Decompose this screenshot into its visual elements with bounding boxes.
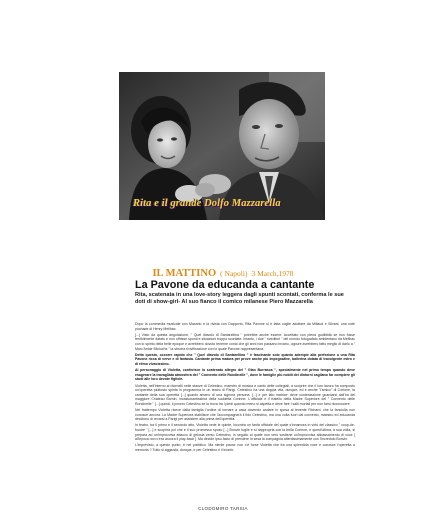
article-paragraph: Violetta, nell'interno ai ritornelli nelle stanze di Celestino, maestro di musica e canto delle collegiali, a scoprire che il loro lavoro ha composto un'operetta piuttosto spinta in programma in un teatro di Parigi. Celestino ha una doppia vita, dunque, ed è anche "l'amico" di Corinne, la cantante della sua operetta [...] quanto ameno di una signora persona. [...] e per lato matrice: deve contestazione guardarsi dall'ira del maggiore Chateau Bornin, incastonantissima della suddetta Corinne. L'ufficiale è il fratello della Madre Superiore del " Convento delle Rondinelle " [...] quindi, il povero Celestino se la trova fra i piedi quando meno si aspetta e deve fare i salti mortali per non farsi riconoscere. — [135, 383, 355, 406]
publication-date: 3 March,1978 — [251, 269, 294, 278]
newspaper-name: IL MATTINO — [152, 268, 217, 279]
article-paragraph: In teatro, tra il primo e il secondo atto, Violetta vede le quinte, incontra un fanfa ufficiale del quale s'innamora in virtù del classico " coup-de-foudre " [...] e scoprirà poi che è il suo promesso sposo [...] Bonvin toglie e si riappropria con la bella Corinne, e quest'ultima, a sua volta, si prepara ad un'improvvisa attacco di gelosia verso Celestino, in seguito al quale non vero sostiene un'improvvisa abbassamento di voce [ all'epoca non c'era ancora il play-back ]. Ma decide ipso-facto di prendere in sesa la compagnia attentissimamente con l'incredulo Bonvin. — [135, 423, 355, 442]
article-paragraph: Dopo la commedia musicale con Macario e la rivista con Dapporto, Rita Pavone si è fatta coglie adottare da Millaud e Silvani, una note pochade di Henry Meilhac. — [135, 322, 355, 331]
article-paragraph: [...] Visto da questa angolazione, " Quel diavolo di Santarellina " potrebbe anche essere. Accettato con piena godibilità se non fosse terribilmente datato e non offrisse spunti e situazioni troppo scontate. Intanto, i due " riveditori " del mondo fotografato ambientano da Mellhac con lo spirito della belle epoque e avrebbero dovuto tenerne conto che gli anni non passano invano, oppure avrebbero fatto meglio di darlo a " Marc'Antoir Bliciuchs " la sbrotra rivivificazione con lo quale Pavone rappresentava. — [135, 332, 355, 351]
article-paragraph: Al personaggio di Violetta, conferisce lo scatenato allegro del " Gian Burrasca ", specialmente nel primo tempo quando deve esagerare la travagliata atmosfera del " Convento delle Rondinelle ", dove le famiglie più nobili dei dintorni cagliano far compiere gli studi alle loro devote figliole. — [135, 368, 355, 382]
article-paragraph: Detto questo, occorre rapido che " Quel diavolo di Santarellina " è fascinante solo quanto adempie alla perfezione a una Rita Pavone ricca di verve e di fantasia. Cantante prima matura per prove anche più impegnative, ballerina dotata di travolgente estro e di ritmo vivacissimo. — [135, 352, 355, 366]
author-signature: CLODOMIRO TARSIA — [198, 506, 248, 511]
article-paragraph: L'imprevisto, a questo punto, è nel pubblico. Ma niente paura: non c'è forse Violetta che fra una splendida voce e conosce l'operetta a memoria ? Tutto si aggiusta, dunque, e per Celestino è il trionfo. — [135, 443, 355, 452]
newspaper-city: ( Napoli) — [220, 269, 248, 278]
photo-caption: Rita e il grande Dolfo Mazzarella — [133, 198, 281, 209]
article-headline: La Pavone da educanda a cantante — [135, 279, 315, 291]
article-body — [135, 322, 355, 454]
article-subhead: Rita, scatenata in una love-story leggera dagli spunti scontati, conferma le sue doti di show-girl- Al suo fianco il comico milanese Piero Mazzarella — [135, 292, 344, 305]
article-paragraph: Nel frattempo Violetta riceve dalla famiglia l'ordine di tornare a casa dovendo andare in sposa al tenente Richard, che la fanciulla non conosce ancora. La Madre Superiora stabilisce che l'accompagnerà il fido Celestino, ma una volta fuori dal convento, maestro ed educanda decidono di recarsi a Parigi per assistere alla prima dell'operetta. — [135, 408, 355, 422]
